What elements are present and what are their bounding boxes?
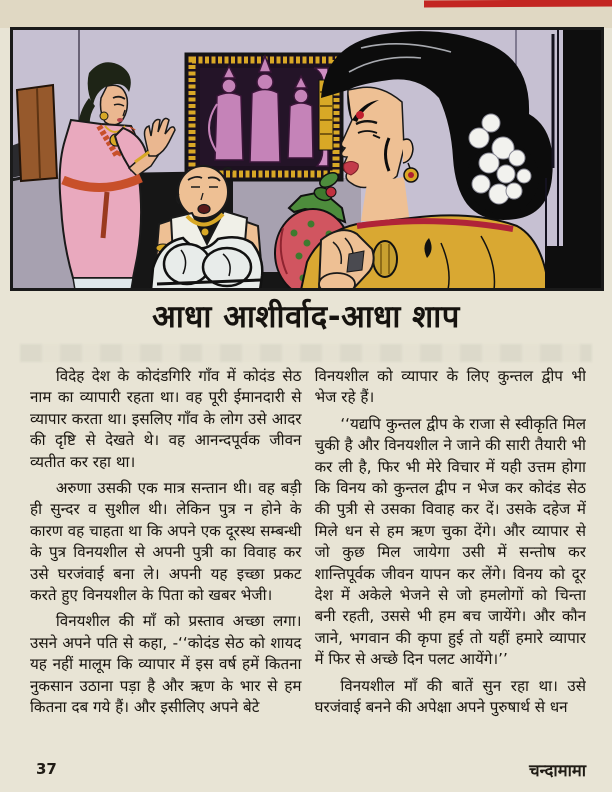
bindi <box>356 111 364 119</box>
page-footer <box>0 758 612 782</box>
magazine-name: चन्दामामा <box>529 761 586 780</box>
gold-vessel <box>373 241 397 277</box>
wooden-chair <box>17 85 57 181</box>
paragraph-2: अरुणा उसकी एक मात्र सन्तान थी। वह बड़ी ही सुन्दर व सुशील थी। लेकिन पुत्र न होने के कारण वह चाहता था कि अपने एक दूरस्थ सम्बन्धी के पुत्र विनयशील से अपनी पुत्री का विवाह कर उसे घरजंवाई बना ले। अपनी यह इच्छा प्रकट करते हुए विनयशील के पिता को खबर भेजी। <box>30 479 302 605</box>
paragraph-5: ‘‘यद्यपि कुन्तल द्वीप के राजा से स्वीकृति मिल चुकी है और विनयशील ने जाने की सारी तैयारी भी कर ली है, फिर भी मेरे विचार में यही उत्तम होगा कि विनय को कुन्तल द्वीप न भेज कर कोदंड सेठ की पुत्री से उसका विवाह कर दें। उसके दहेज में मिले धन से हम ऋण चुका देंगे। और व्यापार से जो कुछ मिल जायेगा उसी में सन्तोष कर शान्तिपूर्वक जीवन यापन कर लेंगे। विनय को दूर देश में अकेले भेजने से जो हमलोगों को चिन्ता बनी रहती, उससे भी हम बच जायेंगे। और कौन जाने, भगवान की कृपा हुई तो यहीं हमारे व्यापार में फिर से अच्छे दिन पलट आयेंगे।’’ <box>314 414 586 669</box>
paragraph-3: विनयशील की माँ को प्रस्ताव अच्छा लगा। उसने अपने पति से कहा, -‘‘कोदंड सेठ को शायद यह नहीं मालूम कि व्यापार में इस वर्ष हमें कितना नुकसान उठाना पड़ा है और ऋण के भार से हम कितना दब गये हैं। और इसीलिए अपने बेटे <box>30 612 302 717</box>
page-number: 37 <box>36 760 57 778</box>
right-column <box>315 366 587 760</box>
print-bleed-through <box>20 344 592 362</box>
red-edge-strip <box>424 0 612 7</box>
left-column <box>30 366 302 760</box>
paragraph-1: विदेह देश के कोदंडगिरि गाँव में कोदंड सेठ नाम का व्यापारी रहता था। वह पूरी ईमानदारी से व्यापार करता था। इसलिए गाँव के लोग उसे आदर की दृष्टि से देखते थे। वह आनन्दपूर्वक जीवन व्यतीत कर रहा था। <box>30 367 302 471</box>
paragraph-6: विनयशील माँ की बातें सुन रहा था। उसे घरजंवाई बनने की अपेक्षा अपने पुरुषार्थ से धन <box>314 676 586 717</box>
story-illustration <box>10 27 604 291</box>
story-text <box>30 366 586 760</box>
gold-earring <box>100 112 108 120</box>
paragraph-4: विनयशील को व्यापार के लिए कुन्तल द्वीप भी भेज रहे हैं। <box>314 367 586 407</box>
story-title: आधा आशीर्वाद-आधा शाप <box>152 299 460 335</box>
curtain <box>545 28 603 290</box>
